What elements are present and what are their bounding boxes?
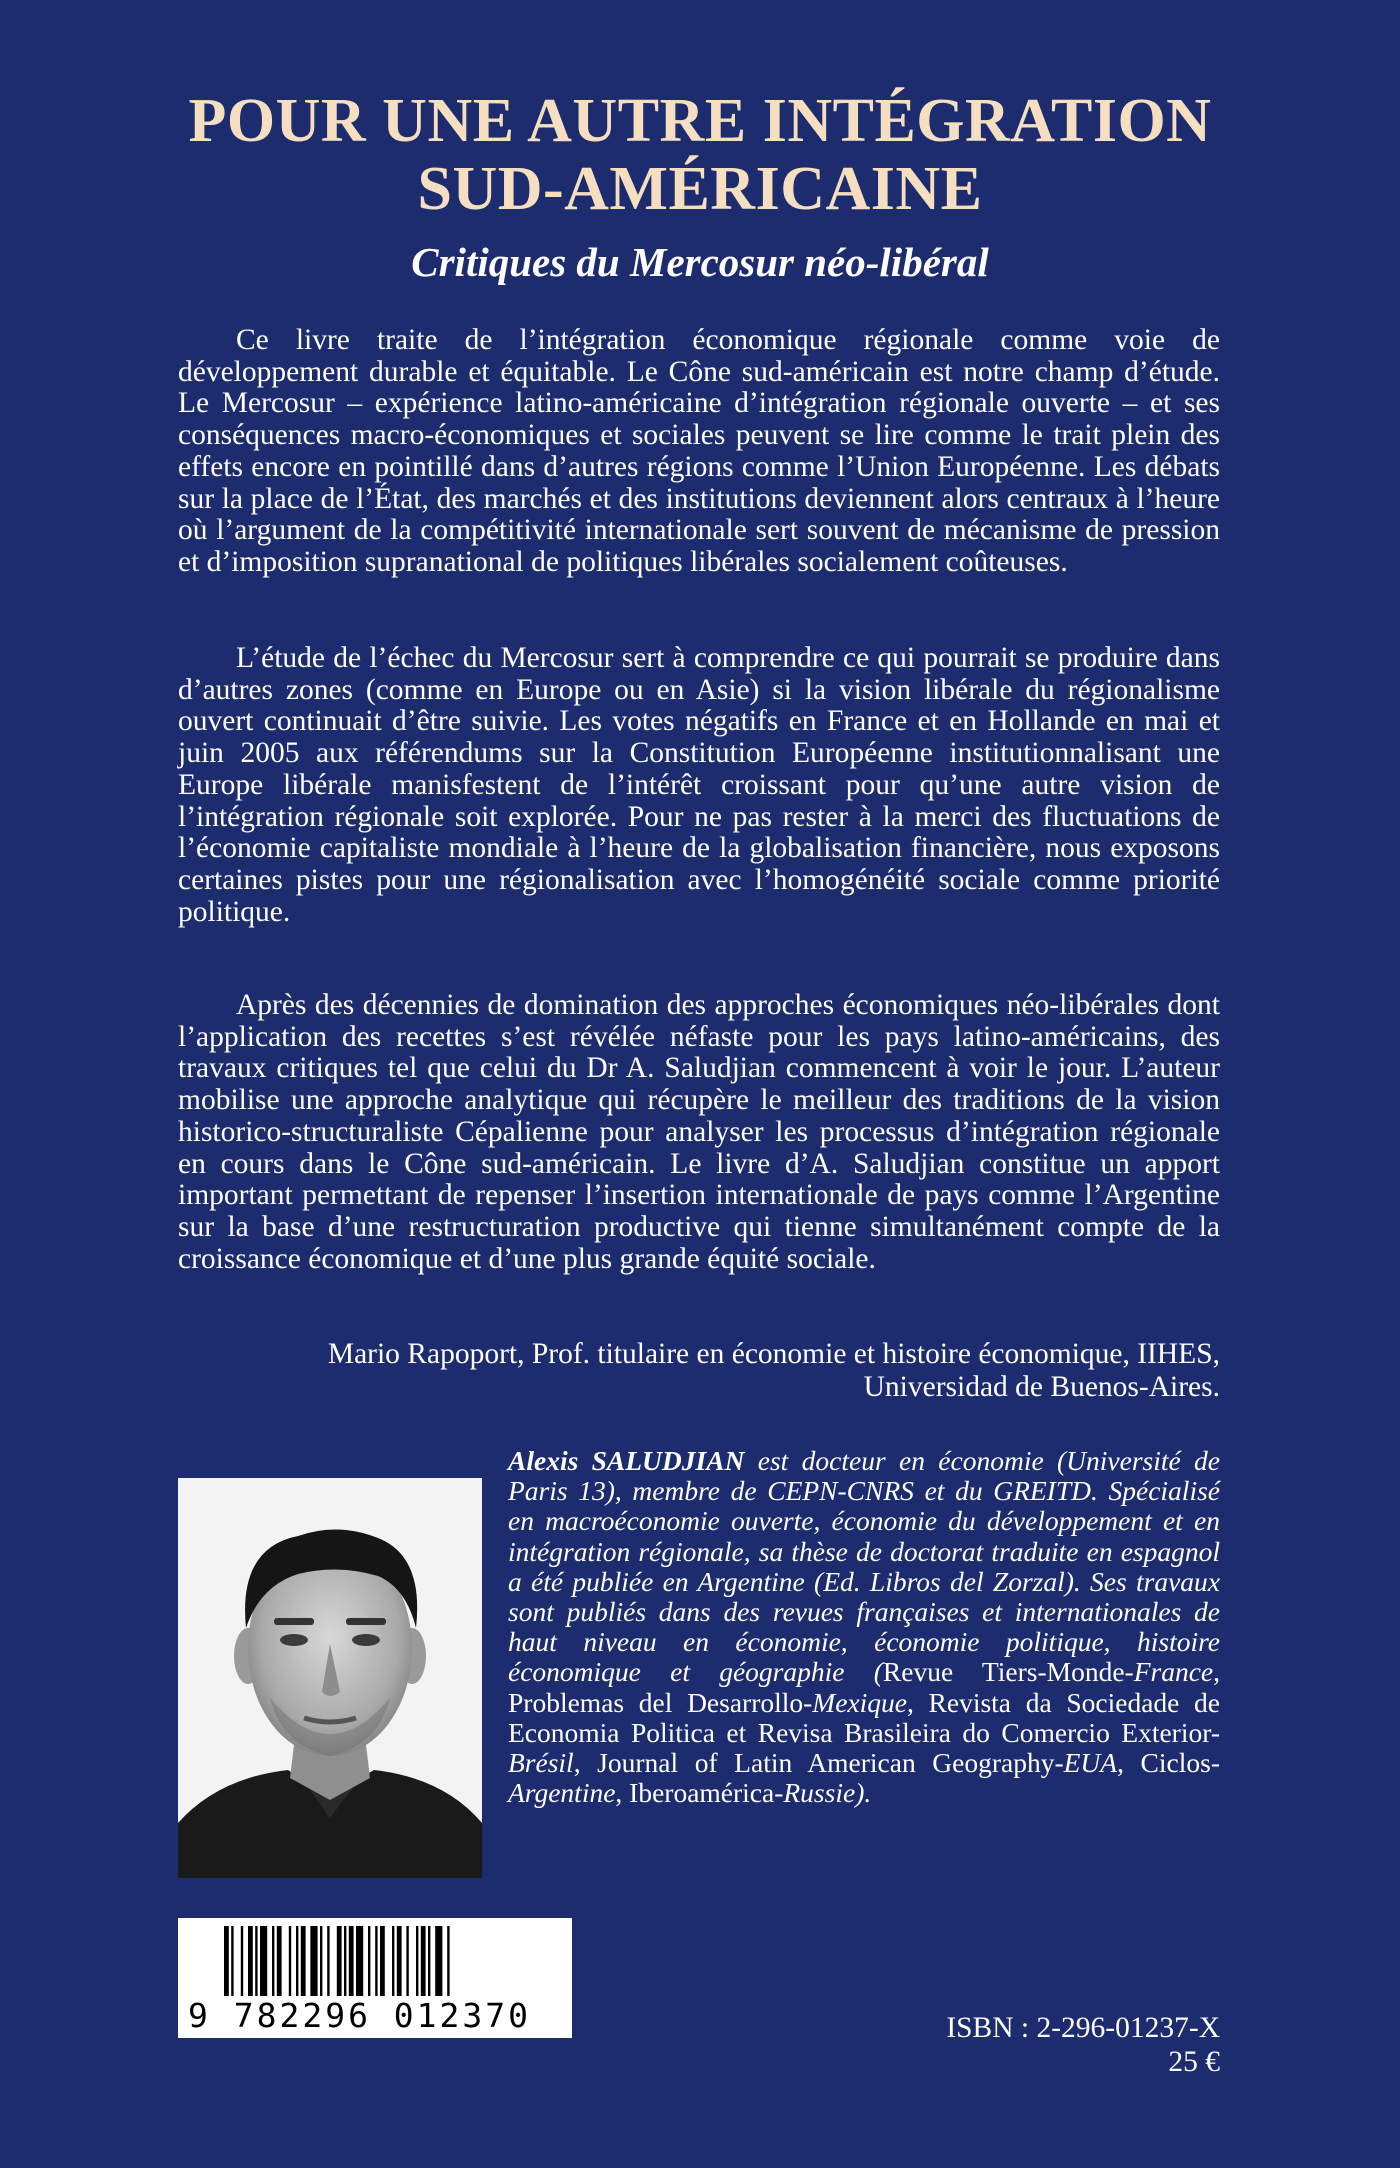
- paragraph-3: Après des décennies de domination des approches économiques néo-libérales dont l’application des recettes s’est révélée néfaste pour les pays latino-américains, des travaux critiques tel que celui du Dr A. Saludjian commencent à voir le jour. L’auteur mobilise une approche analytique qui récupère le meilleur des traditions de la vision historico-structuraliste Cépalienne pour analyser les processus d’intégration régionale en cours dans le Cône sud-américain. Le livre d’A. Saludjian constitue un apport important permettant de repenser l’insertion internationale de pays comme l’Argentine sur la base d’une restructuration productive qui tienne simultanément compte de la croissance économique et d’une plus grande équité sociale.: [178, 989, 1220, 1275]
- barcode-bar: [447, 1926, 449, 1996]
- journal-1: Revue Tiers-Monde-: [882, 1656, 1134, 1688]
- barcode-bar: [349, 1926, 354, 1996]
- bio-end: ).: [855, 1777, 872, 1809]
- title-line-1: POUR UNE AUTRE INTÉGRATION: [188, 87, 1212, 155]
- barcode-number: 9 782296 012370: [188, 1996, 532, 2035]
- attribution-line-1: Mario Rapoport, Prof. titulaire en économie et histoire économique, IIHES,: [327, 1338, 1220, 1370]
- barcode-bar: [375, 1926, 377, 1996]
- barcode-bar: [380, 1926, 385, 1996]
- country-3: Brésil: [508, 1747, 574, 1779]
- barcode-bar: [231, 1926, 233, 1996]
- country-2: Mexique: [812, 1686, 907, 1718]
- subtitle: Critiques du Mercosur néo-libéral: [411, 239, 989, 285]
- barcode-bar: [337, 1926, 342, 1996]
- journal-3: , Revista da Sociedade de Economia Politica et Revisa Brasileira do Comercio Exterior-: [508, 1686, 1220, 1748]
- barcode-bar: [272, 1926, 274, 1996]
- barcode-bar: [301, 1926, 306, 1996]
- barcode-bar: [224, 1926, 229, 1996]
- barcode-bar: [277, 1926, 282, 1996]
- price: 25 €: [1168, 2046, 1220, 2078]
- barcode-bar: [255, 1926, 257, 1996]
- barcode-bar: [397, 1926, 402, 1996]
- barcode-bar: [416, 1926, 418, 1996]
- author-bio: [508, 1446, 1220, 1808]
- barcode-bar: [296, 1926, 298, 1996]
- title-line-2: SUD-AMÉRICAINE: [417, 155, 983, 223]
- barcode-bar: [260, 1926, 267, 1996]
- barcode-bar: [241, 1926, 243, 1996]
- barcode-bar: [310, 1926, 317, 1996]
- country-1: France: [1133, 1656, 1214, 1688]
- country-6: Russie: [783, 1777, 856, 1809]
- barcode-bar: [327, 1926, 329, 1996]
- journal-2: , Problemas del Desarrollo-: [508, 1656, 1220, 1718]
- isbn: ISBN : 2-296-01237-X: [946, 2012, 1220, 2044]
- barcode-bar: [368, 1926, 370, 1996]
- barcode-bar: [406, 1926, 408, 1996]
- author-portrait-icon: [178, 1478, 482, 1878]
- barcode: [178, 1918, 572, 2038]
- author-name: Alexis SALUDJIAN: [508, 1445, 745, 1476]
- journal-6: , Iberoamérica-: [615, 1777, 784, 1809]
- paragraph-1: Ce livre traite de l’intégration économique régionale comme voie de développement durable et équitable. Le Cône sud-américain est notre champ d’étude. Le Mercosur – expérience latino-américaine d’intégration régionale ouverte – et ses conséquences macro-économiques et sociales peuvent se lire comme le trait plein des effets encore en pointillé dans d’autres régions comme l’Union Européenne. Les débats sur la place de l’État, des marchés et des institutions deviennent alors centraux à l’heure où l’argument de la compétitivité internationale sert souvent de mécanisme de pression et d’imposition supranational de politiques libérales socialement coûteuses.: [178, 324, 1220, 578]
- barcode-bar: [344, 1926, 346, 1996]
- barcode-bar: [356, 1926, 363, 1996]
- bio-text: est docteur en économie (Université de Paris 13), membre de CEPN-CNRS et du GREITD. Spécialisé en macroéconomie ouverte, économie du développement et en intégration régionale, sa thèse de doctorat traduite en espagnol a été publiée en Argentine (Ed. Libros del Zorzal). Ses travaux sont publiés dans des revues françaises et internationales de haut niveau en économie, économie politique, histoire économique et géographie (: [508, 1445, 1221, 1688]
- barcode-bar: [435, 1926, 442, 1996]
- paragraph-2: L’étude de l’échec du Mercosur sert à comprendre ce qui pourrait se produire dans d’autres zones (comme en Europe ou en Asie) si la vision libérale du régionalisme ouvert continuait d’être suivie. Les votes négatifs en France et en Hollande en mai et juin 2005 aux référendums sur la Constitution Européenne institutionnalisant une Europe libérale manisfestent de l’intérêt croissant pour qu’une autre vision de l’intégration régionale soit explorée. Pour ne pas rester à la merci des fluctuations de l’économie capitaliste mondiale à l’heure de la globalisation financière, nous exposons certaines pistes pour une régionalisation avec l’homogénéité sociale comme priorité politique.: [178, 642, 1220, 928]
- barcode-bar: [428, 1926, 430, 1996]
- country-5: Argentine: [508, 1777, 616, 1809]
- barcode-bar: [320, 1926, 322, 1996]
- attribution-line-2: Universidad de Buenos-Aires.: [863, 1371, 1220, 1403]
- author-photo: [178, 1478, 482, 1878]
- journal-4: , Journal of Latin American Geography-: [573, 1747, 1064, 1779]
- barcode-bar: [392, 1926, 394, 1996]
- country-4: EUA: [1063, 1747, 1118, 1779]
- barcode-bar: [289, 1926, 291, 1996]
- journal-5: , Ciclos-: [1117, 1747, 1220, 1779]
- barcode-bar: [421, 1926, 426, 1996]
- barcode-bar: [248, 1926, 253, 1996]
